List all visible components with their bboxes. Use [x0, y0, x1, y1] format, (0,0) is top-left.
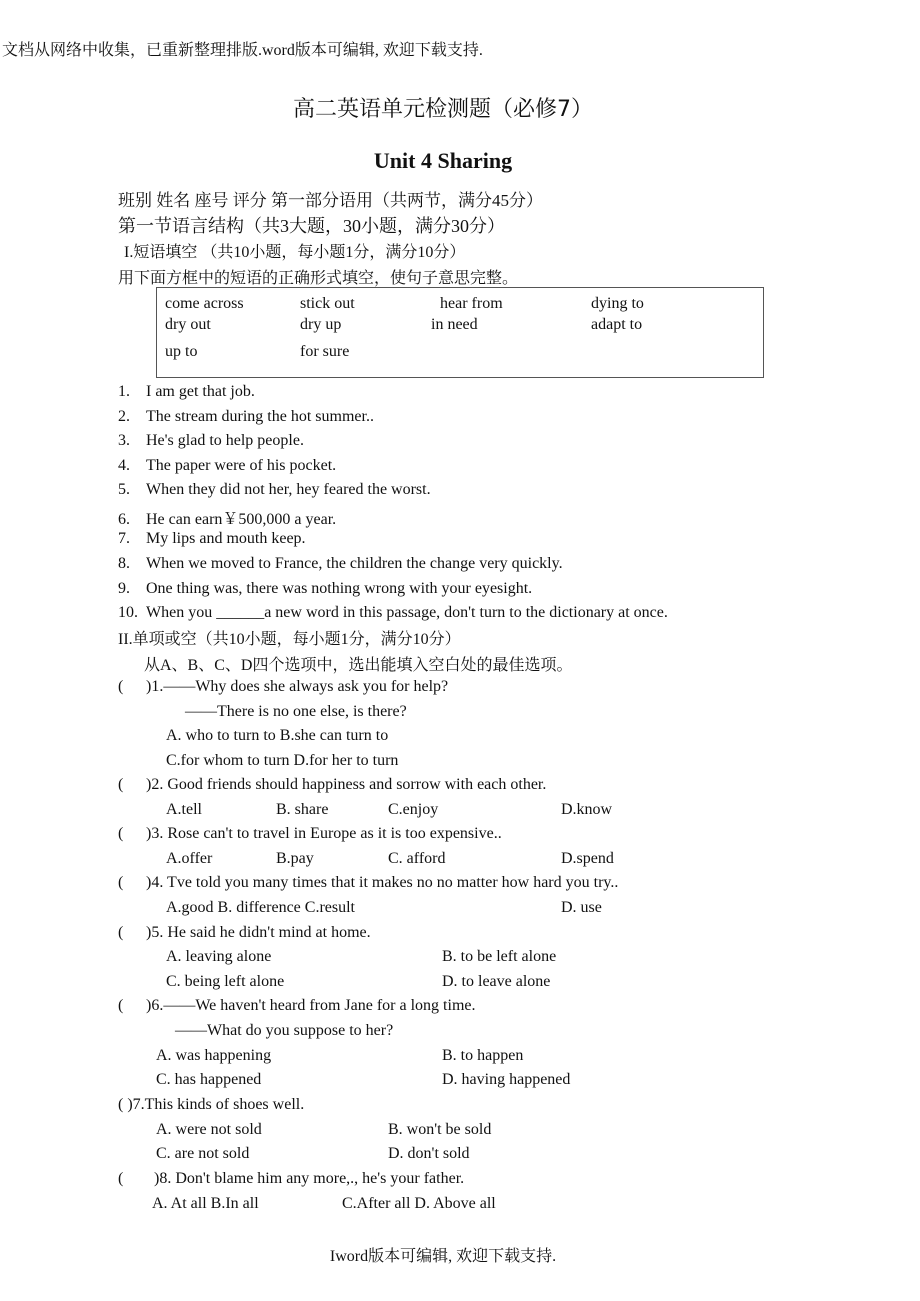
fill-blank-item: 10. When you ______a new word in this passage, don't turn to the dictionary at once.: [118, 604, 668, 621]
phrase-item: for sure: [300, 343, 350, 360]
phrase-item: adapt to: [591, 316, 643, 333]
mcq-options-ab: A. At all B.In all: [152, 1195, 259, 1212]
mcq-stem: )6.——We haven't heard from Jane for a long time.: [146, 997, 476, 1014]
phrase-item: dry out: [165, 316, 211, 333]
mcq-option-d: D. use: [561, 899, 602, 916]
mcq-stem: )5. He said he didn't mind at home.: [146, 924, 371, 941]
mcq-option-a: A.tell: [166, 801, 202, 818]
mcq-options-abc: A.good B. difference C.result: [166, 899, 355, 916]
answer-paren: (: [118, 678, 124, 695]
part-one-instruction: 用下面方框中的短语的正确形式填空，使句子意思完整。: [118, 270, 519, 287]
fill-blank-item: 7. My lips and mouth keep.: [118, 530, 306, 547]
mcq-option-c: C. afford: [388, 850, 446, 867]
footer-note: Iword版本可编辑, 欢迎下载支持.: [329, 1248, 557, 1265]
mcq-option-c: C. has happened: [156, 1071, 262, 1088]
mcq-stem: )3. Rose can't to travel in Europe as it is too expensive..: [146, 825, 502, 842]
phrase-item: stick out: [300, 295, 355, 312]
part-one-title: I.短语填空 （共10小题，每小题1分，满分10分）: [124, 244, 466, 261]
phrase-item: in need: [431, 316, 478, 333]
mcq-stem: )2. Good friends should happiness and sorrow with each other.: [146, 776, 547, 793]
fill-blank-item: 5. When they did not her, hey feared the worst.: [118, 481, 431, 498]
mcq-option-d: D. having happened: [442, 1071, 571, 1088]
phrase-item: up to: [165, 343, 198, 360]
page-title: 高二英语单元检测题（必修7）: [293, 97, 593, 122]
mcq-option-c: C. being left alone: [166, 973, 285, 990]
mcq-option-a: A. was happening: [156, 1047, 272, 1064]
mcq-option-b: B. to happen: [442, 1047, 524, 1064]
answer-paren: (: [118, 825, 124, 842]
mcq-option-b: B. share: [276, 801, 329, 818]
fill-blank-item: 9. One thing was, there was nothing wrong with your eyesight.: [118, 580, 533, 597]
mcq-option: A. who to turn to B.she can turn to: [166, 727, 389, 744]
mcq-option-d: D. don't sold: [388, 1145, 470, 1162]
mcq-option-d: D. to leave alone: [442, 973, 551, 990]
part-two-instruction: 从A、B、C、D四个选项中，选出能填入空白处的最佳选项。: [144, 657, 573, 674]
fill-blank-item: 6. He can earn￥500,000 a year.: [118, 511, 337, 528]
mcq-stem: ( )7.This kinds of shoes well.: [118, 1096, 305, 1113]
mcq-option-b: B. won't be sold: [388, 1121, 492, 1138]
part-two-title: II.单项或空（共10小题，每小题1分，满分10分）: [118, 631, 461, 648]
phrase-item: dying to: [591, 295, 644, 312]
mcq-option-a: A. leaving alone: [166, 948, 272, 965]
mcq-stem: )1.——Why does she always ask you for help?: [146, 678, 449, 695]
mcq-option-b: B.pay: [276, 850, 314, 867]
mcq-option-c: C.enjoy: [388, 801, 439, 818]
mcq-stem-reply: ——What do you suppose to her?: [175, 1022, 394, 1039]
section-one-heading: 第一节语言结构（共3大题，30小题，满分30分）: [118, 216, 505, 236]
mcq-option-d: D.spend: [561, 850, 614, 867]
answer-paren: (: [118, 874, 124, 891]
fill-blank-item: 8. When we moved to France, the children the change very quickly.: [118, 555, 563, 572]
mcq-stem: )8. Don't blame him any more,., he's your father.: [154, 1170, 465, 1187]
phrase-item: dry up: [300, 316, 342, 333]
unit-subtitle: Unit 4 Sharing: [373, 148, 513, 173]
mcq-option-b: B. to be left alone: [442, 948, 557, 965]
fill-blank-item: 2. The stream during the hot summer..: [118, 408, 374, 425]
mcq-option: C.for whom to turn D.for her to turn: [166, 752, 399, 769]
info-line: 班别 姓名 座号 评分 第一部分语用（共两节，满分45分）: [118, 191, 543, 210]
answer-paren: (: [118, 997, 124, 1014]
mcq-options-cd: C.After all D. Above all: [342, 1195, 496, 1212]
answer-paren: (: [118, 776, 124, 793]
mcq-option-d: D.know: [561, 801, 613, 818]
answer-paren: (: [118, 1170, 124, 1187]
phrase-item: come across: [165, 295, 244, 312]
mcq-option-c: C. are not sold: [156, 1145, 250, 1162]
fill-blank-item: 1. I am get that job.: [118, 383, 255, 400]
top-note: 文档从网络中收集，已重新整理排版.word版本可编辑, 欢迎下载支持.: [2, 42, 483, 59]
fill-blank-item: 3. He's glad to help people.: [118, 432, 304, 449]
mcq-option-a: A.offer: [166, 850, 213, 867]
mcq-option-a: A. were not sold: [156, 1121, 262, 1138]
fill-blank-item: 4. The paper were of his pocket.: [118, 457, 337, 474]
mcq-stem-reply: ——There is no one else, is there?: [185, 703, 407, 720]
phrase-item: hear from: [440, 295, 503, 312]
answer-paren: (: [118, 924, 124, 941]
mcq-stem: )4. Tve told you many times that it makes no no matter how hard you try..: [146, 874, 619, 891]
